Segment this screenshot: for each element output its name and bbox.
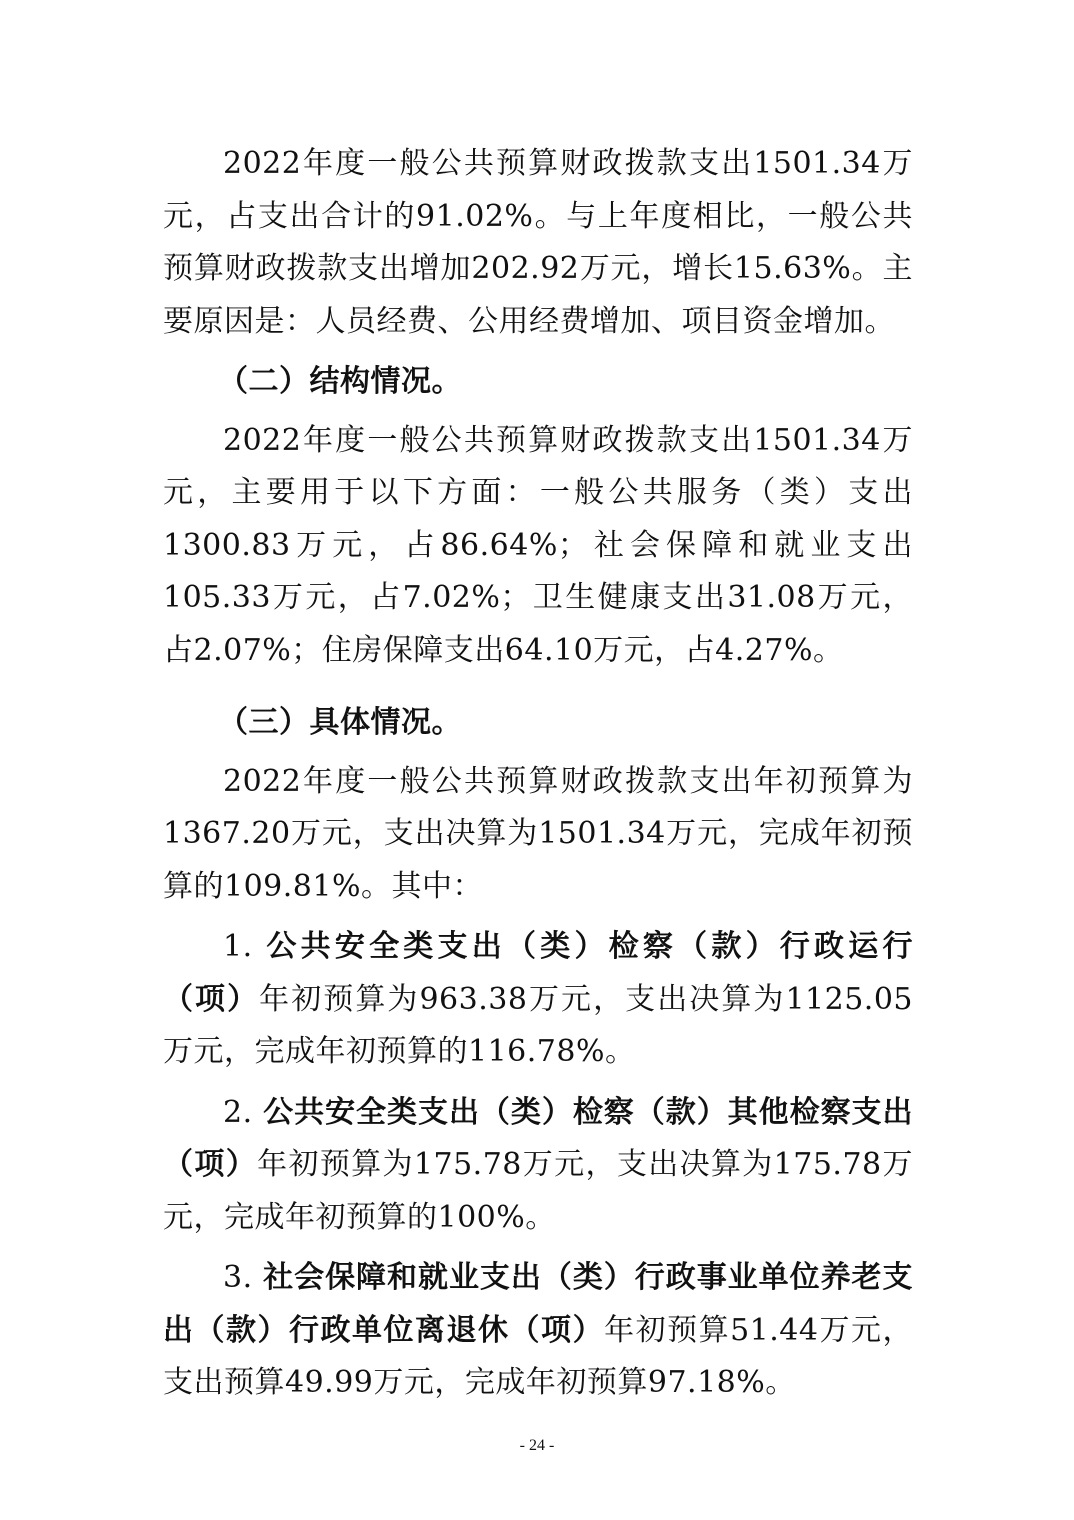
section-heading-details: （三）具体情况。 [218, 705, 462, 740]
paragraph-details-intro: 2022年度一般公共预算财政拨款支出年初预算为1367.20万元，支出决算为1501.34万元，完成年初预算的109.81%。其中： [163, 763, 913, 904]
paragraph-structure: 2022年度一般公共预算财政拨款支出1501.34万元，主要用于以下方面：一般公共服务（类）支出1300.83万元，占86.64%；社会保障和就业支出105.33万元，占7.02%；卫生健康支出31.08万元，占2.07%；住房保障支出64.10万元，占4.27%。 [163, 422, 913, 668]
section-heading-structure: （二）结构情况。 [218, 364, 462, 399]
list-item [163, 1087, 913, 1245]
item-title: 公共安全类支出（类）检察（款）其他检察支出（项） [163, 1094, 914, 1182]
document-body [163, 138, 913, 1410]
list-item [163, 1252, 913, 1410]
list-item [163, 921, 913, 1079]
item-number: 3. [223, 1260, 264, 1295]
item-number: 1. [223, 929, 267, 964]
paragraph-general-budget-total: 2022年度一般公共预算财政拨款支出1501.34万元，占支出合计的91.02%。与上年度相比，一般公共预算财政拨款支出增加202.92万元，增长15.63%。主要原因是：人员经费、公用经费增加、项目资金增加。 [163, 146, 913, 339]
page-number: - 24 - [519, 1437, 555, 1454]
item-text: 年初预算为963.38万元，支出决算为1125.05万元，完成年初预算的116.78%。 [163, 981, 913, 1069]
item-title: 社会保障和就业支出（类）行政事业单位养老支出（款）行政单位离退休（项） [163, 1260, 914, 1348]
item-number: 2. [223, 1094, 264, 1130]
item-text: 年初预算51.44万元，支出预算49.99万元，完成年初预算97.18%。 [163, 1312, 913, 1400]
item-text: 年初预算为175.78万元，支出决算为175.78万元，完成年初预算的100%。 [163, 1147, 913, 1235]
item-title: 公共安全类支出（类）检察（款）行政运行（项） [163, 929, 913, 1017]
